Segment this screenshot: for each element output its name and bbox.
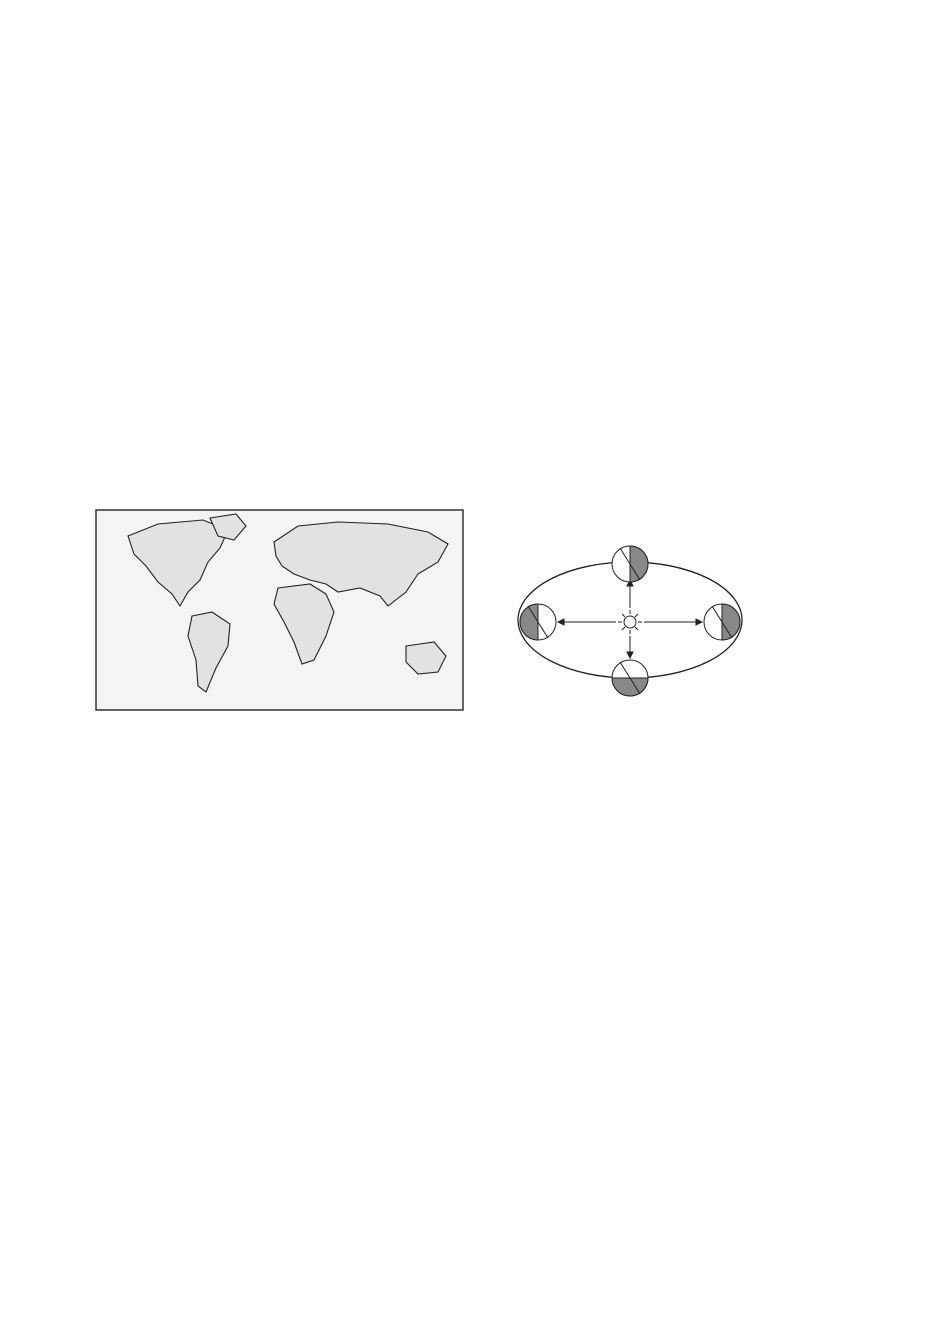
earth-a (612, 546, 648, 582)
world-map-figure (88, 496, 488, 721)
earth-e (612, 660, 648, 696)
sun-icon (618, 610, 642, 634)
earth-d (704, 604, 740, 640)
earth-b (520, 604, 556, 640)
earth-orbit-figure (500, 530, 760, 710)
